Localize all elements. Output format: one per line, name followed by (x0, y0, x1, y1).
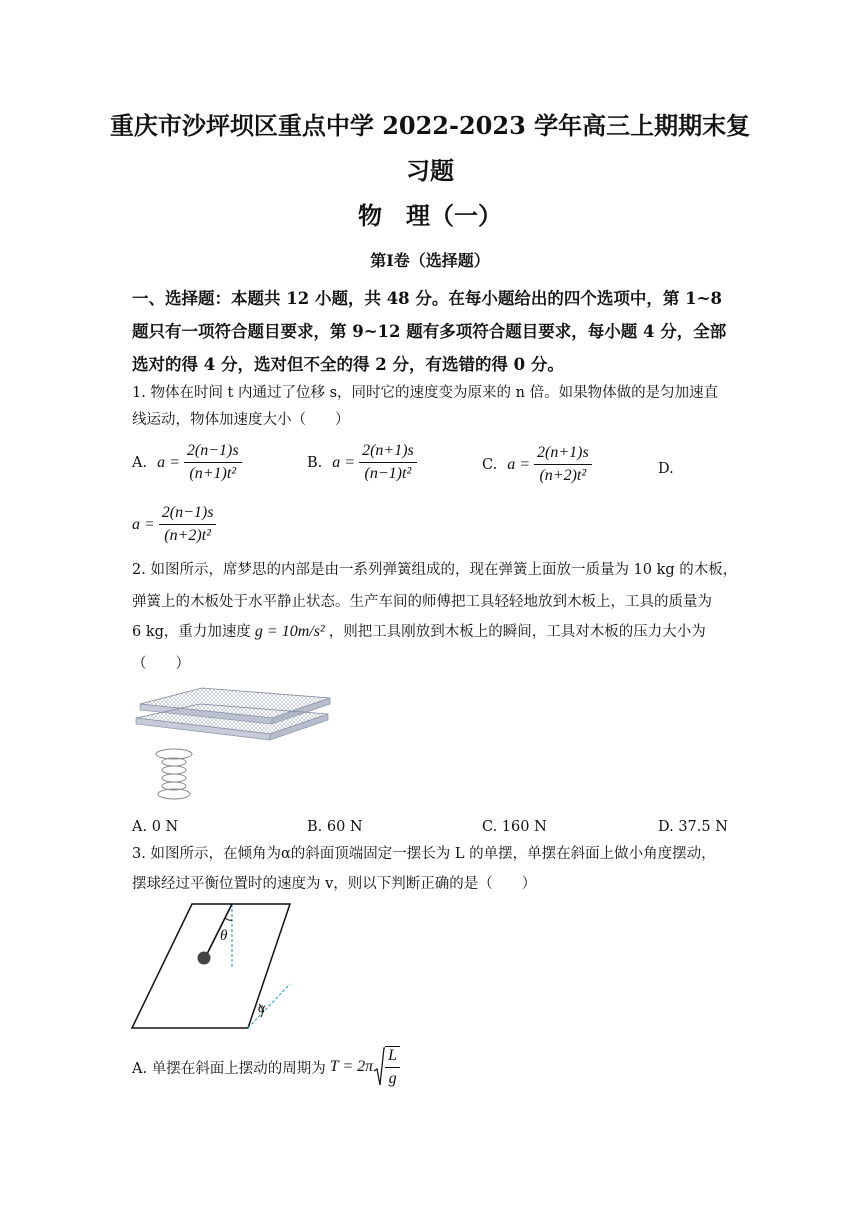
fraction (385, 1046, 400, 1088)
denominator: g (388, 1070, 397, 1087)
alpha-label: α (258, 1001, 266, 1016)
q2-line3-text-a: 6 kg，重力加速度 (132, 623, 251, 640)
q2-stem-line2: 弹簧上的木板处于水平静止状态。生产车间的师傅把工具轻轻地放到木板上，工具的质量为 (132, 594, 712, 610)
fraction (184, 442, 242, 483)
theta-arc (225, 918, 232, 920)
q1-stem-line2: 线运动，物体加速度大小（ ） (132, 412, 350, 428)
option-label: A. (132, 454, 148, 471)
q1-option-b (307, 442, 417, 483)
q2-option-b: B. 60 N (307, 819, 363, 835)
numerator: L (385, 1047, 400, 1068)
incline-reference-line (248, 984, 290, 1028)
q1-option-c (482, 444, 592, 485)
pendulum-bob (198, 952, 211, 965)
q2-stem-line4: （ ） (132, 656, 190, 672)
spring (156, 749, 192, 799)
q2-gravity-formula: g = 10m/s² (254, 623, 325, 640)
subject-title: 物 理（一） (358, 201, 502, 230)
fraction (534, 444, 592, 485)
page-title: 重庆市沙坪坝区重点中学 2022-2023 学年高三上期期末复 (109, 111, 751, 140)
q3-stem-line2: 摆球经过平衡位置时的速度为 v，则以下判断正确的是（ ） (132, 876, 537, 892)
period-formula-lhs: T = 2π (329, 1058, 374, 1075)
q2-line3-text-b: ，则把工具刚放到木板上的瞬间，工具对木板的压力大小为 (328, 623, 706, 640)
q2-option-a: A. 0 N (132, 819, 179, 835)
option-label: C. (482, 456, 498, 473)
numerator: 2(n+1)s (534, 444, 592, 465)
theta-label: θ (220, 928, 228, 944)
option-lhs: a = (332, 453, 356, 471)
option-a-text: A. 单摆在斜面上摆动的周期为 (132, 1060, 326, 1077)
q3-option-a (132, 1046, 400, 1088)
section-instruction-line1: 一、选择题：本题共 12 小题，共 48 分。在每小题给出的四个选项中，第 1~8 (132, 289, 722, 308)
q2-stem-line1: 2. 如图所示，席梦思的内部是由一系列弹簧组成的，现在弹簧上面放一质量为 10 kg 的木板， (132, 562, 738, 578)
option-lhs: a = (132, 515, 155, 533)
pendulum-incline-figure (128, 900, 298, 1035)
numerator: 2(n+1)s (359, 442, 417, 463)
denominator: (n+2)t² (539, 467, 587, 484)
sqrt-sign (373, 1047, 385, 1087)
denominator: (n+1)t² (189, 465, 237, 482)
volume-title: 第Ⅰ卷（选择题） (370, 251, 490, 270)
denominator: (n+2)t² (164, 527, 211, 544)
q2-option-c: C. 160 N (482, 819, 547, 835)
fraction (359, 442, 417, 483)
section-instruction-line3: 选对的得 4 分，选对但不全的得 2 分，有选错的得 0 分。 (132, 355, 564, 374)
q2-option-d: D. 37.5 N (658, 819, 728, 835)
option-lhs: a = (157, 453, 180, 471)
pendulum-string (206, 904, 232, 956)
mattress-spring-figure (132, 684, 332, 804)
sqrt-expression (373, 1046, 400, 1088)
page-title-line2: 习题 (406, 156, 454, 185)
q1-stem-line1: 1. 物体在时间 t 内通过了位移 s，同时它的速度变为原来的 n 倍。如果物体做的是匀加速直 (132, 385, 719, 401)
numerator: 2(n−1)s (159, 504, 217, 525)
q3-stem-line1: 3. 如图所示，在倾角为α的斜面顶端固定一摆长为 L 的单摆，单摆在斜面上做小角度摆动， (132, 846, 716, 862)
option-label: B. (307, 454, 323, 471)
q1-option-d-label: D. (658, 461, 674, 477)
denominator: (n−1)t² (364, 465, 412, 482)
numerator: 2(n−1)s (184, 442, 242, 463)
q1-option-d (132, 504, 216, 545)
section-instruction-line2: 题只有一项符合题目要求，第 9~12 题有多项符合题目要求，每小题 4 分，全部 (132, 322, 727, 341)
q2-stem-line3 (132, 624, 706, 640)
option-lhs: a = (507, 455, 530, 473)
fraction (159, 504, 217, 545)
q1-option-a (132, 442, 242, 483)
